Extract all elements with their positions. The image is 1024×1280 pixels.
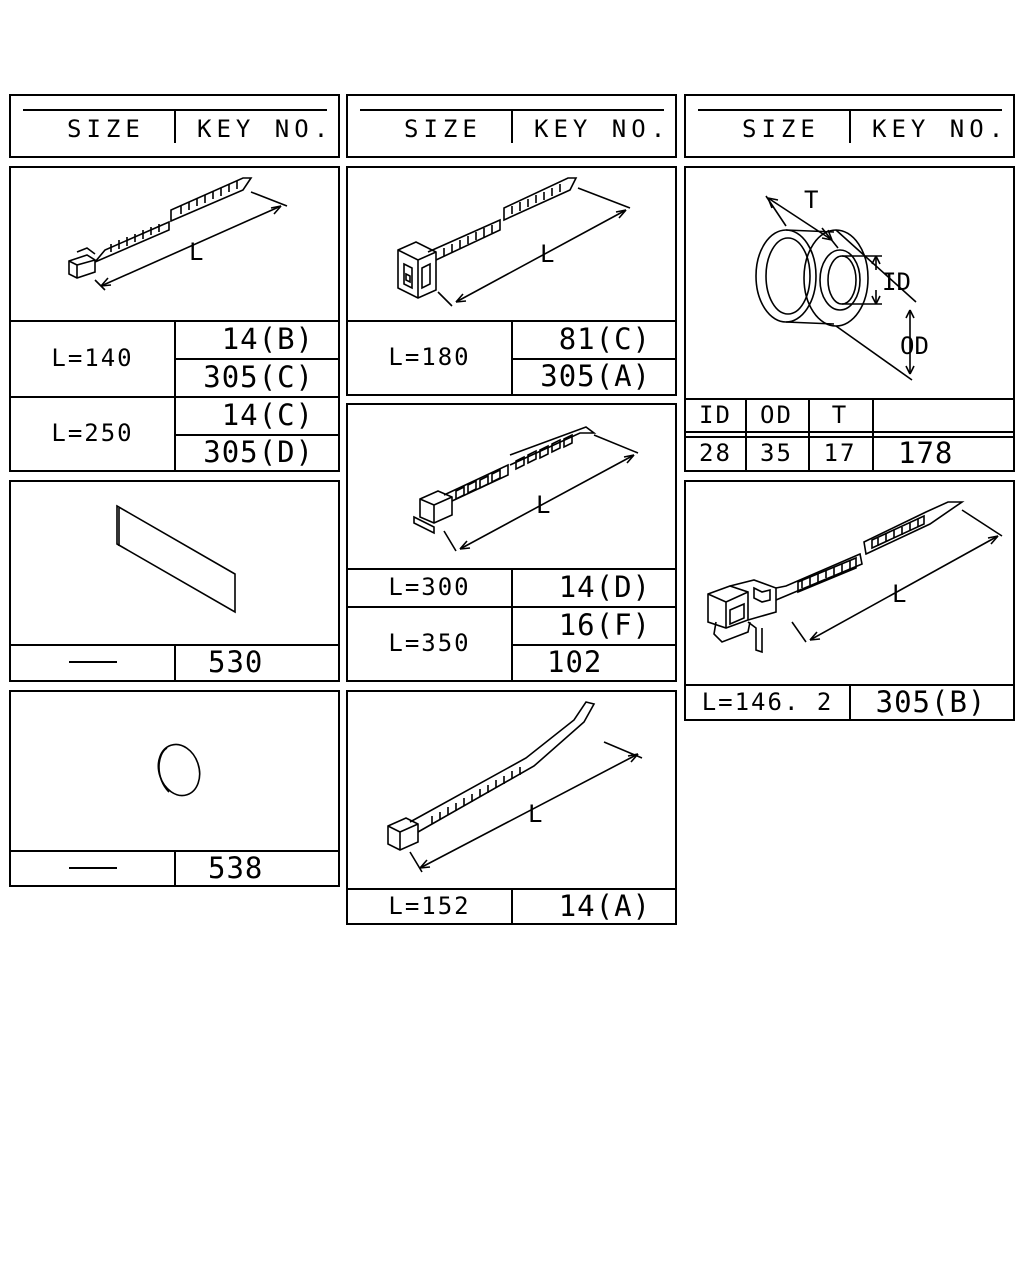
- size-header: SIZE: [742, 115, 820, 143]
- header-box-1: [9, 94, 340, 158]
- panel-cable-tie-300-350: [346, 403, 677, 682]
- size-header: SIZE: [67, 115, 145, 143]
- panel-mount-tie: [684, 480, 1015, 721]
- clip-tie-illustration: [348, 168, 675, 320]
- key-cell: 81(C): [558, 322, 651, 356]
- grommet-illustration: [686, 168, 1013, 398]
- key-cell: 16(F): [558, 608, 651, 642]
- key-cell: 305(C): [203, 360, 314, 394]
- key-cell: 305(A): [540, 359, 651, 393]
- size-cell: L=140: [51, 344, 134, 372]
- size-header: SIZE: [404, 115, 482, 143]
- panel-plug: [9, 690, 340, 887]
- dimension-label-l: L: [189, 238, 204, 266]
- key-cell: 305(B): [875, 684, 987, 719]
- tape-illustration: [11, 482, 338, 644]
- value-od: 35: [760, 439, 793, 467]
- key-cell: 14(A): [558, 888, 651, 923]
- column-header-t: T: [831, 400, 849, 429]
- header-box-2: [346, 94, 677, 158]
- size-cell: L=250: [51, 419, 134, 447]
- size-cell: L=152: [388, 891, 471, 920]
- size-cell: [11, 850, 174, 885]
- column-header-id: ID: [699, 400, 732, 429]
- column-header-key: [872, 398, 1013, 431]
- key-cell: 538: [208, 850, 264, 885]
- header-box-3: [684, 94, 1015, 158]
- column-header-od: OD: [760, 400, 793, 429]
- cable-tie-illustration: [348, 405, 675, 568]
- dimension-label-l: L: [540, 240, 555, 268]
- key-no-header: KEY NO.: [872, 115, 1009, 143]
- mount-tie-illustration: [686, 482, 1013, 684]
- panel-clip-tie-180: [346, 166, 677, 396]
- dimension-label-l: L: [536, 491, 551, 519]
- key-no-header: KEY NO.: [197, 115, 334, 143]
- value-t: 17: [823, 439, 857, 467]
- row-divider: [686, 431, 1013, 433]
- panel-tape: [9, 480, 340, 682]
- size-cell: L=350: [388, 629, 471, 657]
- panel-grommet: [684, 166, 1015, 472]
- key-cell: 14(C): [221, 398, 314, 432]
- key-cell: 102: [547, 645, 603, 679]
- plug-illustration: [11, 692, 338, 850]
- size-cell: [11, 644, 174, 680]
- key-cell: 305(D): [203, 435, 314, 469]
- no-size-dash: [69, 867, 117, 869]
- dimension-label-id: ID: [882, 268, 911, 296]
- panel-bent-tie: [346, 690, 677, 925]
- dimension-label-od: OD: [900, 332, 929, 360]
- panel-cable-tie-140-250: [9, 166, 340, 472]
- value-id: 28: [699, 439, 732, 467]
- header-divider: [174, 109, 176, 143]
- header-divider: [849, 109, 851, 143]
- no-size-dash: [69, 661, 117, 663]
- key-cell: 178: [898, 436, 954, 470]
- header-divider: [511, 109, 513, 143]
- dimension-label-t: T: [804, 186, 819, 214]
- size-cell: L=300: [388, 573, 471, 601]
- key-cell: 14(B): [221, 322, 314, 356]
- key-cell: 14(D): [558, 570, 651, 604]
- key-cell: 530: [208, 645, 264, 679]
- cable-tie-illustration: [11, 168, 338, 320]
- bent-tie-illustration: [348, 692, 675, 888]
- size-cell: L=180: [388, 343, 471, 371]
- dimension-label-l: L: [892, 580, 907, 608]
- size-cell: L=146. 2: [701, 687, 834, 716]
- dimension-label-l: L: [528, 800, 543, 828]
- key-no-header: KEY NO.: [534, 115, 671, 143]
